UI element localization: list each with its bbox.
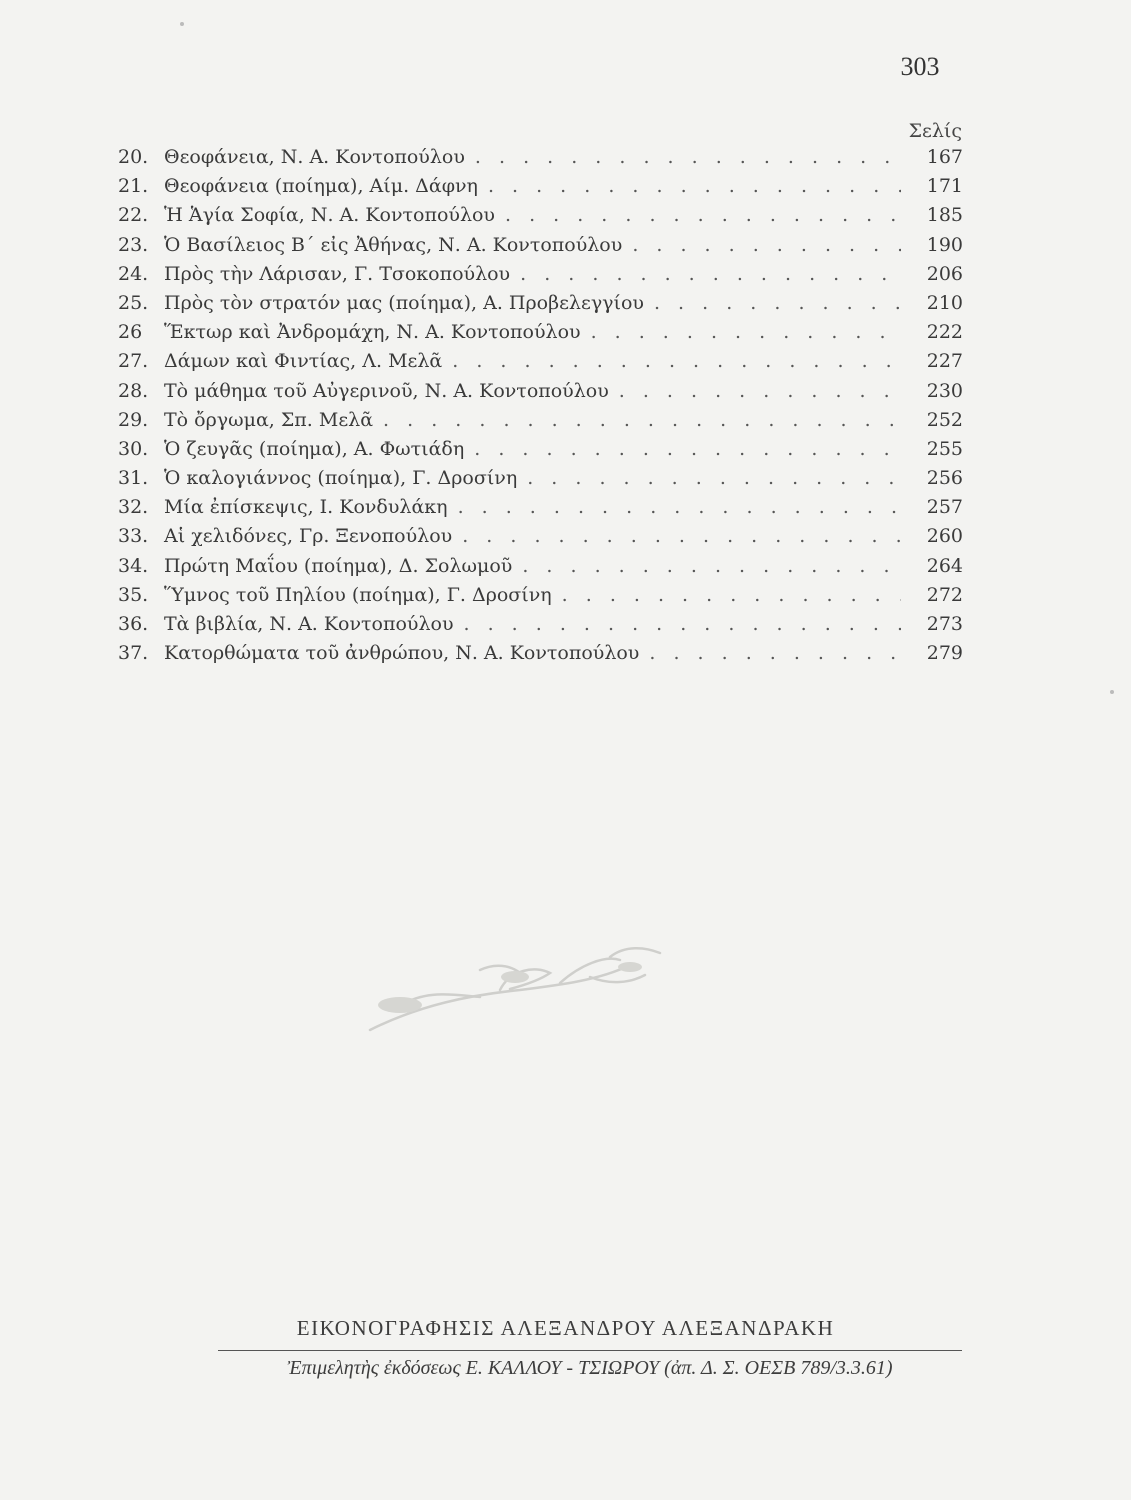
toc-entry (118, 350, 963, 379)
toc-leader-dots (522, 555, 901, 577)
toc-leader-dots (464, 613, 901, 635)
paper-speck (1110, 690, 1114, 694)
toc-entry-title: Ὁ ζευγᾶς (ποίημα), Α. Φωτιάδη (164, 437, 465, 460)
illustration-credit: ΕΙΚΟΝΟΓΡΑΦΗΣΙΣ ΑΛΕΞΑΝΔΡΟΥ ΑΛΕΞΑΝΔΡΑΚΗ (296, 1316, 835, 1340)
toc-entry-title: Ἕκτωρ καὶ Ἀνδρομάχη, Ν. Α. Κοντοπούλου (164, 321, 581, 344)
toc-entry (118, 234, 963, 263)
toc-entry-page: 256 (926, 467, 963, 490)
toc-entry-page: 252 (926, 408, 963, 431)
toc-entry-number: 20. (118, 146, 149, 168)
toc-entry (118, 613, 963, 642)
toc-entry-title: Θεοφάνεια (ποίημα), Αίμ. Δάφνη (164, 175, 478, 198)
toc-entry-page: 190 (926, 233, 963, 256)
paper-speck (180, 22, 184, 26)
toc-entry (118, 409, 963, 438)
toc-entry-number: 23. (118, 233, 149, 256)
toc-entry-title: Τὰ βιβλία, Ν. Α. Κοντοπούλου (164, 613, 454, 635)
toc-entry-number: 28. (118, 379, 149, 402)
toc-entry-number: 31. (118, 467, 149, 490)
toc-entry-page: 222 (926, 321, 963, 344)
toc-entry-title: Ὁ καλογιάννος (ποίημα), Γ. Δροσίνη (164, 467, 518, 490)
toc-entry-number: 35. (118, 583, 149, 606)
toc-leader-dots (458, 496, 901, 518)
toc-entry (118, 321, 963, 350)
toc-entry-page: 255 (926, 437, 963, 460)
toc-entry-number: 30. (118, 437, 149, 460)
toc-leader-dots (520, 263, 901, 285)
toc-entry-page: 206 (926, 262, 963, 285)
toc-entry-number: 29. (118, 408, 149, 431)
toc-entry-title: Δάμων καὶ Φιντίας, Λ. Μελᾶ (164, 350, 443, 373)
toc-entry (118, 584, 963, 613)
toc-entry (118, 642, 963, 671)
toc-leader-dots (632, 234, 901, 256)
toc-leader-dots (475, 146, 901, 168)
toc-entry-number: 37. (118, 642, 149, 665)
toc-entry-title: Ὕμνος τοῦ Πηλίου (ποίημα), Γ. Δροσίνη (164, 583, 552, 606)
toc-entry-title: Μία ἐπίσκεψις, Ι. Κονδυλάκη (164, 496, 448, 519)
toc-entry-page: 264 (926, 554, 963, 577)
toc-entry-page: 171 (926, 175, 963, 198)
toc-leader-dots (649, 642, 901, 664)
toc-entry-title: Ἡ Ἁγία Σοφία, Ν. Α. Κοντοπούλου (164, 204, 495, 227)
toc-entry (118, 146, 963, 175)
table-of-contents (118, 146, 963, 671)
toc-leader-dots (462, 525, 901, 547)
toc-entry (118, 525, 963, 554)
toc-entry (118, 204, 963, 233)
toc-entry (118, 467, 963, 496)
toc-entry (118, 380, 963, 409)
toc-entry-title: Πρὸς τὸν στρατόν μας (ποίημα), Α. Προβελεγγίου (164, 291, 644, 314)
toc-leader-dots (527, 467, 901, 489)
toc-entry-number: 27. (118, 350, 149, 373)
toc-entry-title: Τὸ μάθημα τοῦ Αὐγερινοῦ, Ν. Α. Κοντοπούλου (164, 379, 609, 402)
toc-entry-title: Αἱ χελιδόνες, Γρ. Ξενοπούλου (164, 525, 453, 548)
toc-leader-dots (474, 438, 901, 460)
toc-entry-page: 185 (926, 204, 963, 227)
toc-entry-page: 257 (926, 496, 963, 519)
toc-leader-dots (505, 204, 901, 226)
toc-entry-page: 279 (926, 642, 963, 665)
toc-entry (118, 175, 963, 204)
toc-leader-dots (591, 321, 901, 343)
toc-entry-number: 36. (118, 613, 149, 635)
toc-entry (118, 555, 963, 584)
footer-divider (218, 1350, 962, 1351)
editor-credit: Ἐπιμελητὴς ἐκδόσεως Ε. ΚΑΛΛΟΥ - ΤΣΙΩΡΟΥ (ἀπ. Δ. Σ. ΟΕΣΒ 789/3.3.61) (287, 1357, 893, 1379)
toc-entry (118, 292, 963, 321)
toc-entry-page: 210 (926, 291, 963, 314)
toc-entry-title: Πρώτη Μαΐου (ποίημα), Δ. Σολωμοῦ (164, 554, 513, 577)
toc-entry-page: 260 (926, 525, 963, 548)
toc-entry-title: Ὁ Βασίλειος Β΄ εἰς Ἀθήνας, Ν. Α. Κοντοπούλου (164, 233, 623, 256)
toc-entry-page: 230 (926, 379, 963, 402)
toc-entry-page: 272 (926, 583, 963, 606)
toc-leader-dots (383, 409, 901, 431)
toc-entry-number: 25. (118, 291, 149, 314)
toc-leader-dots (562, 584, 901, 606)
toc-leader-dots (654, 292, 901, 314)
toc-entry-page: 167 (926, 146, 963, 168)
toc-entry-number: 22. (118, 204, 149, 227)
toc-entry-page: 273 (926, 613, 963, 635)
page-number: 303 (900, 52, 940, 81)
toc-entry (118, 496, 963, 525)
toc-entry (118, 263, 963, 292)
page-column-header: Σελίς (908, 120, 962, 142)
toc-entry-number: 32. (118, 496, 149, 519)
toc-entry-title: Τὸ ὄργωμα, Σπ. Μελᾶ (164, 408, 374, 431)
toc-entry-number: 26 (118, 321, 143, 344)
toc-entry-title: Θεοφάνεια, Ν. Α. Κοντοπούλου (164, 146, 465, 168)
decorative-ornament (360, 935, 760, 1035)
toc-leader-dots (452, 350, 901, 372)
toc-entry-page: 227 (926, 350, 963, 373)
toc-entry-title: Κατορθώματα τοῦ ἀνθρώπου, Ν. Α. Κοντοπούλου (164, 642, 640, 665)
toc-entry-number: 24. (118, 262, 149, 285)
toc-entry-title: Πρὸς τὴν Λάρισαν, Γ. Τσοκοπούλου (164, 262, 511, 285)
toc-leader-dots (619, 380, 901, 402)
toc-entry-number: 34. (118, 554, 149, 577)
toc-entry-number: 21. (118, 175, 149, 198)
toc-entry (118, 438, 963, 467)
toc-entry-number: 33. (118, 525, 149, 548)
toc-leader-dots (488, 175, 901, 197)
